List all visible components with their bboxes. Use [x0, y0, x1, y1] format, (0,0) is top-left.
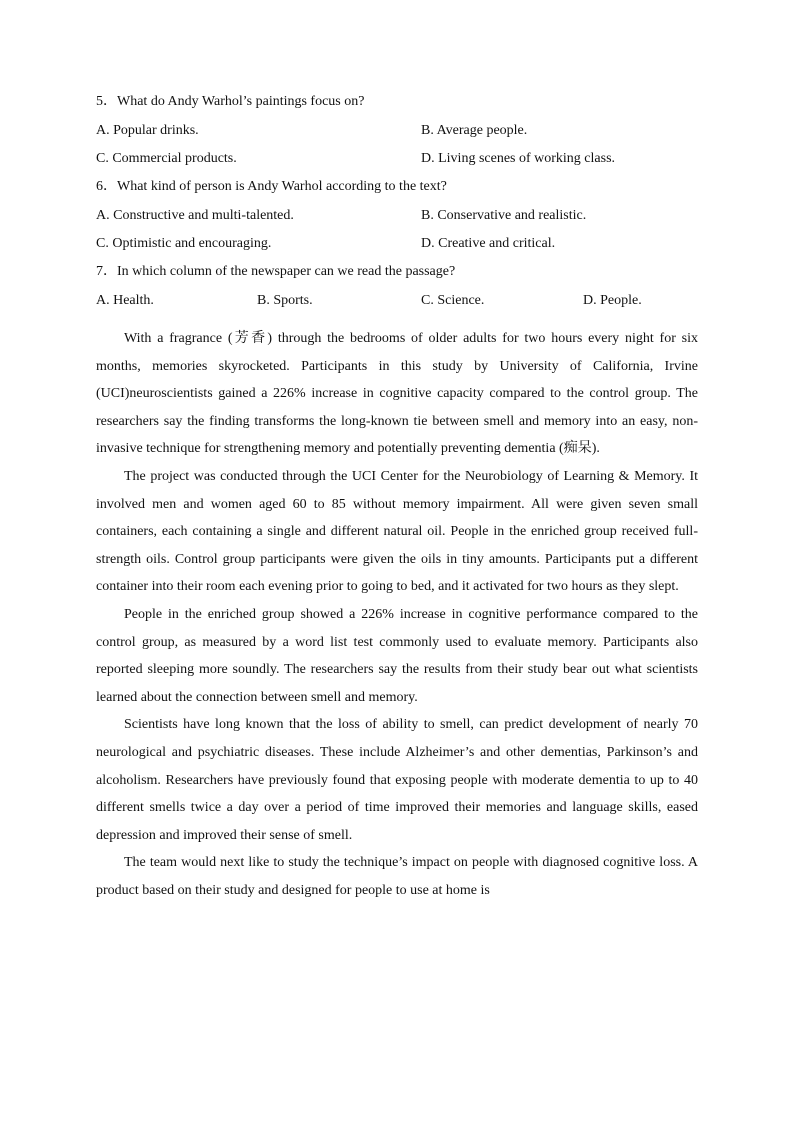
- question-6-options-row-2: [96, 237, 698, 265]
- passage-paragraph-1: With a fragrance (芳香) through the bedrooms of older adults for two hours every night for six months, memories skyrocketed. Participants in this study by University of California, Irvine (UCI)neuroscientists gained a 226% increase in cognitive capacity compared to the control group. The researchers say the finding transforms the long-known tie between smell and memory into an easy, non-invasive technique for strengthening memory and potentially preventing dementia (痴呆).: [96, 331, 698, 457]
- option-d: D. Creative and critical.: [421, 236, 556, 251]
- question-7-options: [96, 294, 698, 322]
- option-c: C. Optimistic and encouraging.: [96, 236, 272, 251]
- passage-paragraph-5: The team would next like to study the technique’s impact on people with diagnosed cognitive loss. A product based on their study and designed for people to use at home is: [96, 855, 698, 898]
- passage-paragraph-4: Scientists have long known that the loss of ability to smell, can predict development of nearly 70 neurological and psychiatric diseases. These include Alzheimer’s and other dementias, Parkinson’s and alcoholism. Researchers have previously found that exposing people with moderate dementia to up to 40 different smells twice a day over a period of time improved their memories and language skills, eased depression and improved their sense of smell.: [96, 717, 698, 843]
- option-a: A. Popular drinks.: [96, 123, 199, 138]
- reading-passage: [96, 325, 698, 904]
- question-number: 6．: [96, 179, 117, 194]
- passage-paragraph-2: The project was conducted through the UCI Center for the Neurobiology of Learning & Memory. It involved men and women aged 60 to 85 without memory impairment. All were given seven small containers, each containing a single and different natural oil. People in the enriched group received full-strength oils. Control group participants were given the oils in tiny amounts. Participants put a different container into their room each evening prior to going to bed, and it activated for two hours as they slept.: [96, 468, 698, 595]
- question-5-options-row-2: [96, 152, 698, 180]
- option-c: C. Commercial products.: [96, 151, 237, 166]
- option-d: D. People.: [583, 293, 642, 308]
- question-5-options-row-1: [96, 124, 698, 152]
- option-d: D. Living scenes of working class.: [421, 151, 616, 166]
- question-6: [96, 180, 698, 209]
- option-a: A. Health.: [96, 293, 154, 308]
- question-5: [96, 95, 698, 124]
- question-number: 5．: [96, 94, 117, 109]
- option-a: A. Constructive and multi-talented.: [96, 208, 294, 223]
- question-text: What do Andy Warhol’s paintings focus on?: [117, 94, 365, 109]
- question-text: What kind of person is Andy Warhol according to the text?: [117, 179, 447, 194]
- question-6-options-row-1: [96, 209, 698, 237]
- question-text: In which column of the newspaper can we read the passage?: [117, 264, 456, 279]
- option-b: B. Sports.: [257, 293, 313, 308]
- question-number: 7．: [96, 264, 117, 279]
- passage-paragraph-3: People in the enriched group showed a 226% increase in cognitive performance compared to the control group, as measured by a word list test commonly used to evaluate memory. Participants also reported sleeping more soundly. The researchers say the results from their study bear out what scientists learned about the connection between smell and memory.: [96, 606, 698, 705]
- option-c: C. Science.: [421, 293, 485, 308]
- question-7: [96, 265, 698, 294]
- option-b: B. Conservative and realistic.: [421, 208, 587, 223]
- exam-page: [96, 95, 698, 904]
- option-b: B. Average people.: [421, 123, 528, 138]
